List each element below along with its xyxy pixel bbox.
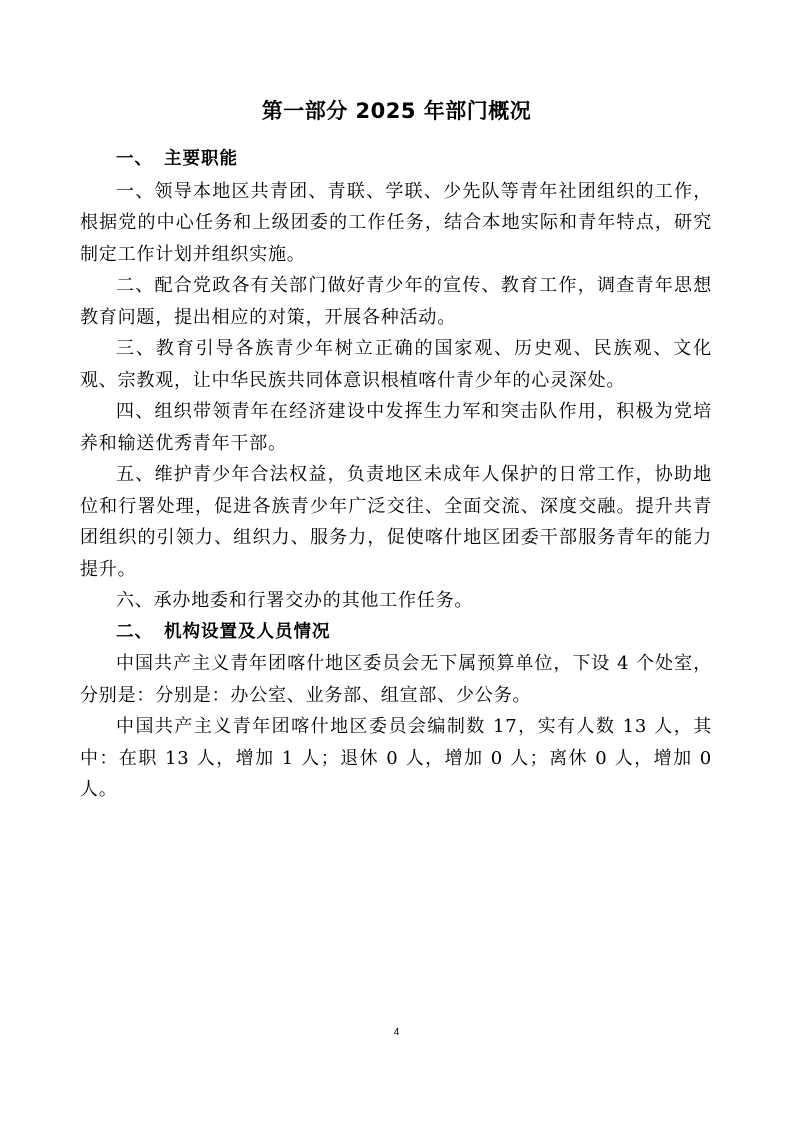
paragraph: 一、领导本地区共青团、青联、学联、少先队等青年社团组织的工作，根据党的中心任务和上级团委的工作任务，结合本地实际和青年特点，研究制定工作计划并组织实施。 (80, 180, 712, 265)
section-heading (80, 617, 712, 649)
paragraph: 中国共产主义青年团喀什地区委员会无下属预算单位，下设 4 个处室，分别是：分别是：办公室、业务部、组宣部、少公务。 (80, 653, 712, 706)
section-heading-text: 主要职能 (164, 149, 238, 169)
paragraph: 二、配合党政各有关部门做好青少年的宣传、教育工作，调查青年思想教育问题，提出相应的对策，开展各种活动。 (80, 275, 712, 328)
paragraph: 三、教育引导各族青少年树立正确的国家观、历史观、民族观、文化观、宗教观，让中华民族共同体意识根植喀什青少年的心灵深处。 (80, 338, 712, 391)
section-main-functions (80, 144, 712, 617)
section-organization-staffing (80, 617, 712, 806)
paragraph: 五、维护青少年合法权益，负责地区未成年人保护的日常工作，协助地位和行署处理，促进各族青少年广泛交往、全面交流、深度交融。提升共青团组织的引领力、组织力、服务力，促使喀什地区团委干部服务青年的能力提升。 (80, 464, 712, 580)
section-number: 二、 (116, 621, 153, 642)
page-number: 4 (393, 1027, 400, 1038)
section-number: 一、 (116, 149, 153, 169)
document-body (80, 144, 712, 806)
paragraph: 四、组织带领青年在经济建设中发挥生力军和突击队作用，积极为党培养和输送优秀青年干部。 (80, 401, 712, 454)
paragraph: 六、承办地委和行署交办的其他工作任务。 (116, 590, 474, 611)
section-heading (80, 144, 712, 176)
section-heading-text: 机构设置及人员情况 (164, 621, 331, 642)
page-title: 第一部分 2025 年部门概况 (261, 99, 532, 123)
paragraph: 中国共产主义青年团喀什地区委员会编制数 17，实有人数 13 人，其中：在职 13 人，增加 1 人；退休 0 人，增加 0 人；离休 0 人，增加 0 人。 (80, 716, 712, 800)
